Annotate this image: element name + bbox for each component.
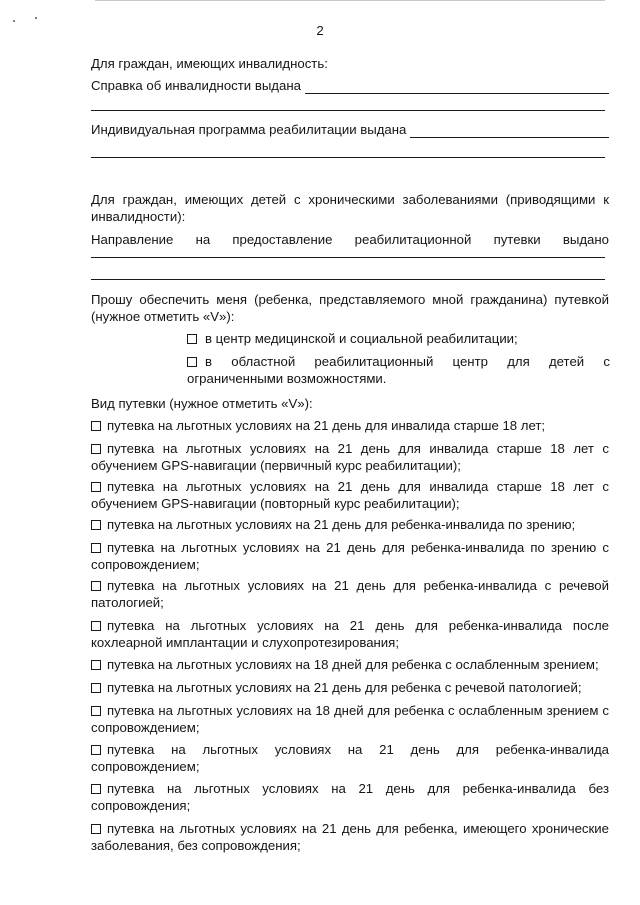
checkbox[interactable] <box>91 520 101 530</box>
top-edge-line <box>95 0 605 3</box>
voucher-item-label: путевка на льготных условиях на 21 день для ребенка-инвалида с речевой патологией; <box>91 578 609 610</box>
voucher-item[interactable] <box>91 820 609 854</box>
checkbox[interactable] <box>91 482 101 492</box>
voucher-item[interactable] <box>91 539 609 573</box>
checkbox[interactable] <box>187 334 197 344</box>
referral-label: Направление на предоставление реабилитационной путевки выдано <box>91 232 609 247</box>
option-label: в центр медицинской и социальной реабилитации; <box>205 331 518 346</box>
ipr-field-continuation[interactable] <box>91 157 605 158</box>
voucher-item-label: путевка на льготных условиях на 21 день для ребенка-инвалида по зрению; <box>107 517 576 532</box>
voucher-item[interactable] <box>91 617 609 651</box>
checkbox[interactable] <box>91 581 101 591</box>
certificate-label: Справка об инвалидности выдана <box>91 78 301 93</box>
checkbox[interactable] <box>91 621 101 631</box>
ipr-field[interactable] <box>410 124 609 138</box>
voucher-item[interactable] <box>91 417 609 434</box>
voucher-item[interactable] <box>91 656 609 673</box>
voucher-item[interactable] <box>91 478 609 512</box>
certificate-field-continuation[interactable] <box>91 110 605 111</box>
scan-speck <box>35 17 37 19</box>
voucher-item-label: путевка на льготных условиях на 21 день для ребенка, имеющего хронические заболевания, без сопровождения; <box>91 821 609 853</box>
checkbox[interactable] <box>91 824 101 834</box>
voucher-item-label: путевка на льготных условиях на 18 дней для ребенка с ослабленным зрением с сопровождением; <box>91 703 609 735</box>
voucher-item[interactable] <box>91 702 609 736</box>
voucher-item-label: путевка на льготных условиях на 21 день для инвалида старше 18 лет с обучением GPS-навигации (повторный курс реабилитации); <box>91 479 609 511</box>
voucher-item-label: путевка на льготных условиях на 21 день для ребенка-инвалида после кохлеарной имплантации и слухопротезирования; <box>91 618 609 650</box>
referral-field-continuation[interactable] <box>91 279 605 280</box>
checkbox[interactable] <box>91 683 101 693</box>
voucher-item-label: путевка на льготных условиях на 21 день для ребенка с речевой патологией; <box>107 680 582 695</box>
request-text: Прошу обеспечить меня (ребенка, представляемого мной гражданина) путевкой (нужное отметить «V»): <box>91 292 609 324</box>
checkbox[interactable] <box>187 357 197 367</box>
voucher-item-label: путевка на льготных условиях на 21 день для инвалида старше 18 лет; <box>107 418 546 433</box>
voucher-item[interactable] <box>91 741 609 775</box>
voucher-item[interactable] <box>91 679 609 696</box>
voucher-item[interactable] <box>91 577 609 611</box>
voucher-heading: Вид путевки (нужное отметить «V»): <box>91 396 313 411</box>
voucher-item-label: путевка на льготных условиях на 21 день для ребенка-инвалида по зрению с сопровождением; <box>91 540 609 572</box>
certificate-row <box>91 77 609 94</box>
ipr-label: Индивидуальная программа реабилитации выдана <box>91 122 407 137</box>
voucher-item-label: путевка на льготных условиях на 18 дней для ребенка с ослабленным зрением; <box>107 657 599 672</box>
checkbox[interactable] <box>91 421 101 431</box>
disability-heading: Для граждан, имеющих инвалидность: <box>91 56 328 71</box>
voucher-item-label: путевка на льготных условиях на 21 день для инвалида старше 18 лет с обучением GPS-навигации (первичный курс реабилитации); <box>91 441 609 473</box>
checkbox[interactable] <box>91 706 101 716</box>
ipr-row <box>91 121 609 138</box>
option-medical-social-center[interactable] <box>187 330 610 347</box>
checkbox[interactable] <box>91 660 101 670</box>
voucher-item[interactable] <box>91 440 609 474</box>
checkbox[interactable] <box>91 784 101 794</box>
voucher-item[interactable] <box>91 516 609 533</box>
chronic-heading: Для граждан, имеющих детей с хроническими заболеваниями (приводящими к инвалидности): <box>91 192 609 224</box>
voucher-item-label: путевка на льготных условиях на 21 день для ребенка-инвалида без сопровождения; <box>91 781 609 813</box>
voucher-item-label: путевка на льготных условиях на 21 день для ребенка-инвалида сопровождением; <box>91 742 609 774</box>
checkbox[interactable] <box>91 543 101 553</box>
page-number: 2 <box>316 23 324 38</box>
certificate-field[interactable] <box>305 80 609 94</box>
option-regional-children-center[interactable] <box>187 353 610 387</box>
voucher-item[interactable] <box>91 780 609 814</box>
checkbox[interactable] <box>91 745 101 755</box>
referral-field[interactable] <box>91 257 605 258</box>
checkbox[interactable] <box>91 444 101 454</box>
option-label: в областной реабилитационный центр для детей с ограниченными возможностями. <box>187 354 610 386</box>
